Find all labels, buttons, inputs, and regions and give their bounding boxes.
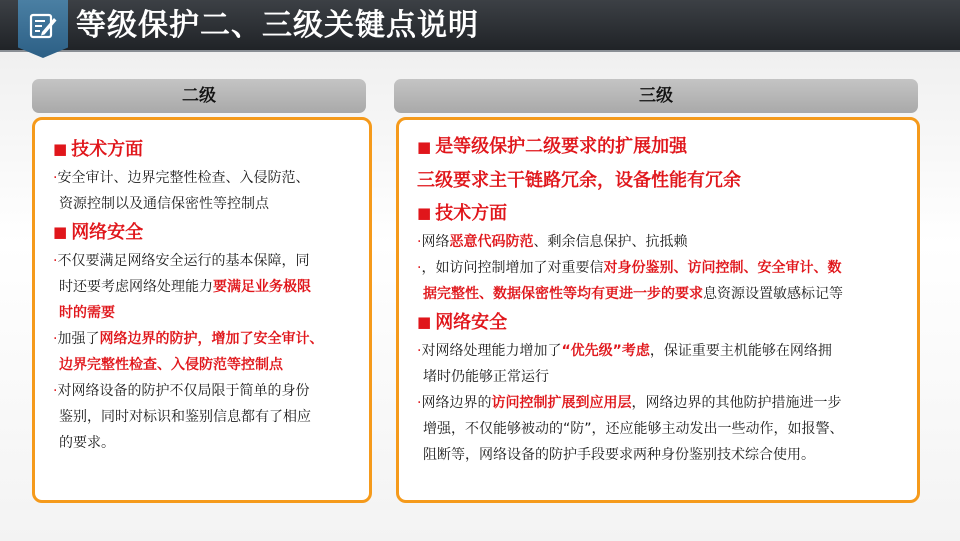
text-line: ·网络恶意代码防范、剩余信息保护、抗抵赖 [417,234,688,250]
section-title-tech: ■ 技术方面 [417,203,508,224]
title-badge [18,0,68,58]
column-header-level2: 二级 [32,79,366,113]
intro-line-1: ■ 是等级保护二级要求的扩展加强 [417,136,688,157]
text-line: 的要求。 [59,435,115,451]
text-line: 资源控制以及通信保密性等控制点 [59,196,269,212]
title-bar-underline [0,50,960,52]
text-line: ·对网络设备的防护不仅局限于简单的身份 [53,383,310,399]
text-line: ·安全审计、边界完整性检查、入侵防范、 [53,170,310,186]
text-line: ·网络边界的访问控制扩展到应用层，网络边界的其他防护措施进一步 [417,395,842,411]
text-line: ·，如访问控制增加了对重要信对身份鉴别、访问控制、安全审计、数 [417,260,842,276]
page-title: 等级保护二、三级关键点说明 [76,8,479,43]
text-line: ·加强了网络边界的防护，增加了安全审计、 [53,331,324,347]
text-line: 时还要考虑网络处理能力要满足业务极限 [59,279,311,295]
section-title-network: ■ 网络安全 [417,312,508,333]
intro-line-2: 三级要求主干链路冗余，设备性能有冗余 [417,170,741,191]
notepad-pen-icon [28,10,58,40]
text-line: 据完整性、数据保密性等均有更进一步的要求息资源设置敏感标记等 [423,286,843,302]
text-line: 阻断等，网络设备的防护手段要求两种身份鉴别技术综合使用。 [423,447,815,463]
text-line: ·对网络处理能力增加了“优先级”考虑，保证重要主机能够在网络拥 [417,343,832,359]
text-line: 堵时仍能够正常运行 [423,369,549,385]
column-header-level3: 三级 [394,79,918,113]
panel-level2 [32,117,372,503]
text-line: ·不仅要满足网络安全运行的基本保障，同 [53,253,310,269]
text-line: 边界完整性检查、入侵防范等控制点 [59,357,283,373]
panel-level3 [396,117,920,503]
text-line: 鉴别，同时对标识和鉴别信息都有了相应 [59,409,311,425]
section-title-tech: ■ 技术方面 [53,139,144,160]
section-title-network: ■ 网络安全 [53,222,144,243]
text-line: 增强，不仅能够被动的“防”，还应能够主动发出一些动作，如报警、 [423,421,844,437]
text-line: 时的需要 [59,305,115,321]
